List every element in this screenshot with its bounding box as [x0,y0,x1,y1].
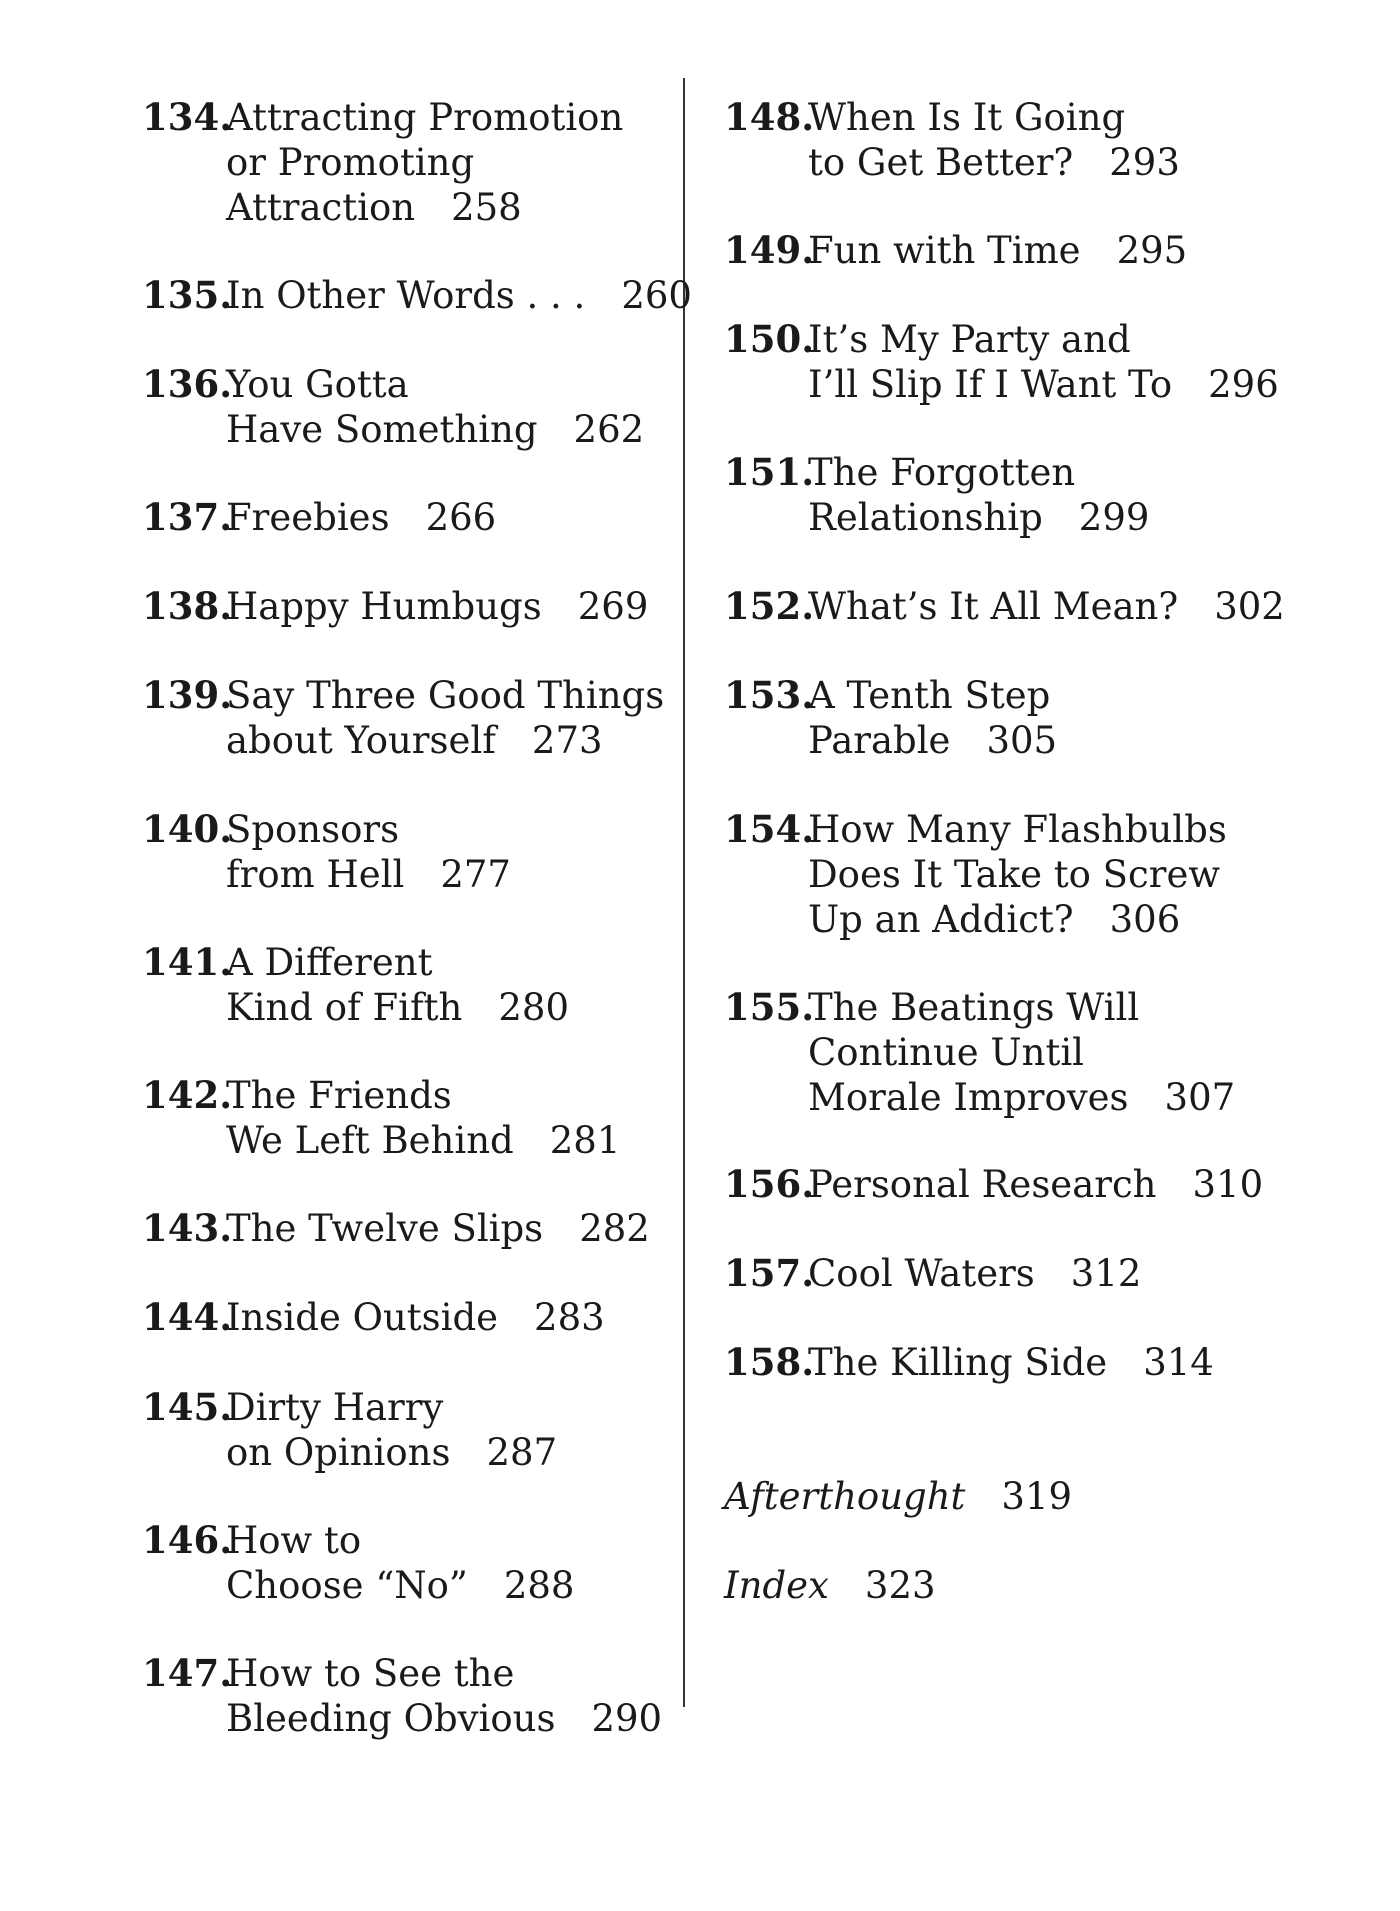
entry-number: 147. [142,1651,233,1695]
entry-number: 142. [142,1073,233,1117]
entry-title-line [226,1563,574,1608]
entry-title [808,317,1279,407]
entry-title-text: Freebies [226,496,390,539]
entry-title [226,673,664,763]
entry-title [226,1073,620,1163]
entry-title-text: Parable [808,719,951,762]
entry-title-line [808,1030,1235,1075]
entry-title-line [808,1075,1235,1120]
entry-title [808,95,1180,185]
toc-entry [142,1206,650,1251]
entry-page-number: 305 [986,719,1058,762]
entry-number: 150. [724,317,815,361]
entry-page-number: 262 [573,408,645,451]
toc-entry [724,1251,1141,1296]
toc-entry [142,95,623,230]
entry-number: 136. [142,362,233,406]
entry-title-line [808,852,1227,897]
toc-entry [724,95,1180,185]
entry-title-line [226,185,623,230]
entry-title-text: Continue Until [808,1031,1084,1074]
entry-title-text: How Many Flashbulbs [808,808,1227,851]
toc-entry [142,807,511,897]
entry-title-text: Inside Outside [226,1296,499,1339]
entry-number: 156. [724,1162,815,1206]
entry-number: 143. [142,1206,233,1250]
entry-title [226,807,511,897]
entry-title [226,362,644,452]
entry-title-line [226,807,511,852]
entry-title-text: Attraction [226,186,416,229]
entry-title-line [226,718,664,763]
entry-page-number: 283 [534,1296,605,1339]
entry-number: 141. [142,940,233,984]
entry-number: 137. [142,495,233,539]
entry-title-text: In Other Words . . . [226,274,586,317]
entry-title [808,1340,1214,1385]
entry-number: 148. [724,95,815,139]
entry-page-number: 266 [425,496,497,539]
entry-title-line [808,362,1279,407]
entry-page-number: 269 [577,585,649,628]
entry-page-number: 299 [1078,496,1150,539]
entry-title-line [226,362,644,407]
entry-title-line [226,1118,620,1163]
entry-title-line [808,1162,1263,1207]
entry-title-text: Attracting Promotion [226,96,624,139]
entry-title-line [808,673,1057,718]
entry-page-number: 290 [591,1697,663,1740]
entry-title-text: Does It Take to Screw [808,853,1221,896]
back-matter-page-number: 323 [864,1564,936,1607]
entry-title [226,1206,650,1251]
entry-page-number: 296 [1208,363,1279,406]
toc-entry [724,1340,1214,1385]
entry-page-number: 312 [1070,1252,1142,1295]
entry-title-line [226,985,569,1030]
back-matter-entry [724,1563,936,1608]
entry-title-text: Have Something [226,408,538,451]
entry-title [226,940,569,1030]
entry-title-text: You Gotta [226,363,409,406]
entry-title-text: The Beatings Will [808,986,1140,1029]
entry-title-line [226,273,692,318]
entry-number: 152. [724,584,815,628]
toc-entry [142,273,692,318]
entry-title [226,1651,662,1741]
entry-title-text: to Get Better? [808,141,1074,184]
entry-page-number: 281 [549,1119,621,1162]
entry-title-line [226,1206,650,1251]
entry-page-number: 280 [498,986,570,1029]
entry-title-text: from Hell [226,853,405,896]
entry-page-number: 307 [1164,1076,1236,1119]
entry-title [226,1518,574,1608]
entry-page-number: 273 [531,719,603,762]
entry-title-line [226,407,644,452]
entry-title-text: The Forgotten [808,451,1076,494]
entry-title-line [226,940,569,985]
entry-number: 154. [724,807,815,851]
entry-title-text: It’s My Party and [808,318,1131,361]
toc-entry [142,362,644,452]
toc-entry [142,1073,620,1163]
entry-title-text: Cool Waters [808,1252,1035,1295]
toc-entry [142,495,496,540]
entry-title-text: I’ll Slip If I Want To [808,363,1173,406]
entry-title-text: on Opinions [226,1431,451,1474]
entry-page-number: 310 [1192,1163,1264,1206]
entry-title-text: Happy Humbugs [226,585,542,628]
entry-title-text: Up an Addict? [808,898,1074,941]
entry-title-line [226,584,648,629]
toc-entry [724,584,1285,629]
entry-title-line [808,985,1235,1030]
entry-title-text: Morale Improves [808,1076,1129,1119]
toc-entry [142,673,664,763]
back-matter-label: Index [724,1564,829,1607]
entry-title-line [226,673,664,718]
back-matter-entry [724,1474,1072,1519]
entry-title-line [226,95,623,140]
entry-title-text: The Friends [226,1074,452,1117]
entry-title-line [226,852,511,897]
entry-title-line [808,1340,1214,1385]
entry-title-line [808,584,1285,629]
entry-title-text: A Tenth Step [808,674,1051,717]
entry-number: 153. [724,673,815,717]
toc-entry [142,940,569,1030]
column-divider [683,78,685,1707]
toc-entry [724,807,1227,942]
entry-title-line [226,1430,557,1475]
entry-title-text: A Different [226,941,433,984]
entry-title-line [808,718,1057,763]
entry-title-line [226,1073,620,1118]
entry-number: 145. [142,1385,233,1429]
entry-title-text: Personal Research [808,1163,1157,1206]
toc-entry [142,1385,557,1475]
entry-title-line [226,1696,662,1741]
entry-title [808,228,1187,273]
entry-title-line [808,140,1180,185]
entry-page-number: 293 [1109,141,1180,184]
entry-number: 138. [142,584,233,628]
entry-number: 135. [142,273,233,317]
entry-page-number: 288 [503,1564,575,1607]
entry-title-text: How to See the [226,1652,515,1695]
entry-title-text: The Killing Side [808,1341,1108,1384]
toc-entry [724,1162,1263,1207]
entry-title-line [226,1518,574,1563]
entry-page-number: 314 [1143,1341,1214,1384]
entry-number: 149. [724,228,815,272]
entry-page-number: 282 [579,1207,650,1250]
entry-title-text: or Promoting [226,141,475,184]
toc-entry [142,584,648,629]
entry-page-number: 287 [486,1431,558,1474]
entry-page-number: 258 [451,186,522,229]
entry-title [808,584,1285,629]
entry-title [808,450,1149,540]
entry-title [808,1162,1263,1207]
entry-page-number: 302 [1214,585,1285,628]
entry-page-number: 306 [1109,898,1181,941]
back-matter-page-number: 319 [1001,1475,1073,1518]
entry-number: 155. [724,985,815,1029]
entry-title [226,584,648,629]
entry-title-text: Relationship [808,496,1043,539]
entry-title-text: When Is It Going [808,96,1126,139]
entry-title [808,985,1235,1120]
entry-title-text: Dirty Harry [226,1386,444,1429]
entry-title-line [808,807,1227,852]
entry-title-line [808,495,1149,540]
entry-number: 139. [142,673,233,717]
entry-title-line [808,1251,1141,1296]
entry-title-text: about Yourself [226,719,496,762]
entry-title-line [808,897,1227,942]
entry-title-line [226,1651,662,1696]
entry-title-text: The Twelve Slips [226,1207,544,1250]
toc-entry [142,1518,574,1608]
entry-title-line [226,1385,557,1430]
entry-title-line [808,317,1279,362]
entry-title-text: How to [226,1519,362,1562]
entry-title [808,673,1057,763]
entry-title [226,1385,557,1475]
entry-number: 158. [724,1340,815,1384]
entry-title-text: Bleeding Obvious [226,1697,556,1740]
entry-title [808,1251,1141,1296]
entry-title-line [808,95,1180,140]
entry-title-text: What’s It All Mean? [808,585,1179,628]
entry-title [226,273,692,318]
toc-entry [724,450,1149,540]
toc-entry [724,985,1235,1120]
entry-title [226,495,496,540]
toc-entry [724,317,1279,407]
entry-number: 140. [142,807,233,851]
entry-title [808,807,1227,942]
toc-entry [724,673,1057,763]
toc-entry [724,228,1187,273]
entry-title-text: Choose “No” [226,1564,468,1607]
toc-entry [142,1295,605,1340]
entry-title-text: We Left Behind [226,1119,514,1162]
entry-number: 134. [142,95,233,139]
entry-title-line [808,228,1187,273]
entry-number: 144. [142,1295,233,1339]
entry-title [226,1295,605,1340]
toc-entry [142,1651,662,1741]
entry-title-line [226,495,496,540]
back-matter-label: Afterthought [724,1475,966,1518]
entry-title [226,95,623,230]
entry-title-text: Say Three Good Things [226,674,665,717]
entry-title-line [226,1295,605,1340]
entry-number: 151. [724,450,815,494]
entry-title-text: Fun with Time [808,229,1081,272]
entry-number: 146. [142,1518,233,1562]
entry-page-number: 277 [440,853,511,896]
entry-title-line [226,140,623,185]
entry-page-number: 260 [621,274,692,317]
entry-title-text: Kind of Fifth [226,986,463,1029]
entry-title-line [808,450,1149,495]
entry-title-text: Sponsors [226,808,400,851]
entry-page-number: 295 [1116,229,1188,272]
entry-number: 157. [724,1251,815,1295]
